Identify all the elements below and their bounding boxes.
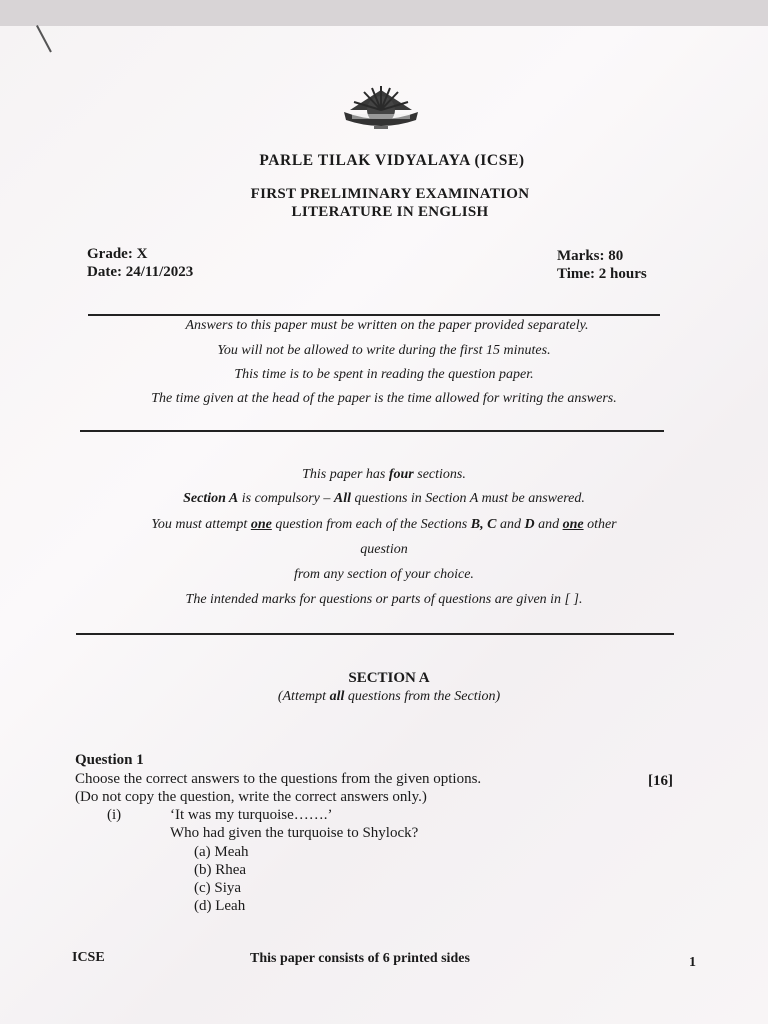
sections-info-line: The intended marks for questions or parts of questions are given in [ ].	[185, 592, 583, 607]
divider-line	[88, 314, 660, 316]
footer-board: ICSE	[72, 950, 105, 965]
section-a-subtitle: (Attempt all questions from the Section)	[277, 689, 501, 704]
sections-info-line: from any section of your choice.	[294, 567, 474, 582]
sections-info-line: You must attempt one question from each of the Sections B, C and D and one other	[151, 517, 617, 532]
instruction-line: The time given at the head of the paper is the time allowed for writing the answers.	[151, 391, 617, 406]
instruction-line: Answers to this paper must be written on the paper provided separately.	[185, 318, 589, 333]
question-marks: [16]	[648, 773, 673, 789]
footer-pages-note: This paper consists of 6 printed sides	[250, 951, 470, 966]
sections-info-line: question	[360, 542, 408, 557]
answer-option: (d) Leah	[194, 898, 246, 914]
instruction-line: This time is to be spent in reading the question paper.	[234, 367, 534, 382]
answer-option: (b) Rhea	[194, 862, 247, 878]
paper-mark	[36, 25, 52, 52]
sections-info-line: Section A is compulsory – All questions in Section A must be answered.	[183, 491, 585, 506]
answer-option: (a) Meah	[194, 844, 249, 860]
instruction-line: You will not be allowed to write during the first 15 minutes.	[217, 343, 551, 358]
sections-info-line: This paper has four sections.	[302, 467, 466, 482]
question-prompt: Who had given the turquoise to Shylock?	[170, 825, 419, 841]
question-note: (Do not copy the question, write the correct answers only.)	[75, 789, 427, 805]
time-label: Time: 2 hours	[557, 266, 647, 282]
question-quote: ‘It was my turquoise…….’	[170, 807, 333, 823]
page-number: 1	[689, 955, 696, 970]
question-part-label: (i)	[107, 807, 122, 823]
question-heading: Question 1	[75, 752, 144, 768]
divider-line	[80, 430, 664, 432]
exam-title: FIRST PRELIMINARY EXAMINATION	[250, 186, 530, 202]
subject-title: LITERATURE IN ENGLISH	[291, 204, 489, 220]
section-a-title: SECTION A	[348, 670, 430, 686]
grade-label: Grade: X	[87, 246, 148, 262]
question-text: Choose the correct answers to the questions from the given options.	[75, 771, 482, 787]
date-label: Date: 24/11/2023	[87, 264, 194, 280]
school-name: PARLE TILAK VIDYALAYA (ICSE)	[259, 152, 525, 169]
answer-option: (c) Siya	[194, 880, 242, 896]
marks-label: Marks: 80	[557, 248, 624, 264]
school-logo-icon	[338, 82, 424, 134]
divider-line	[76, 633, 674, 635]
